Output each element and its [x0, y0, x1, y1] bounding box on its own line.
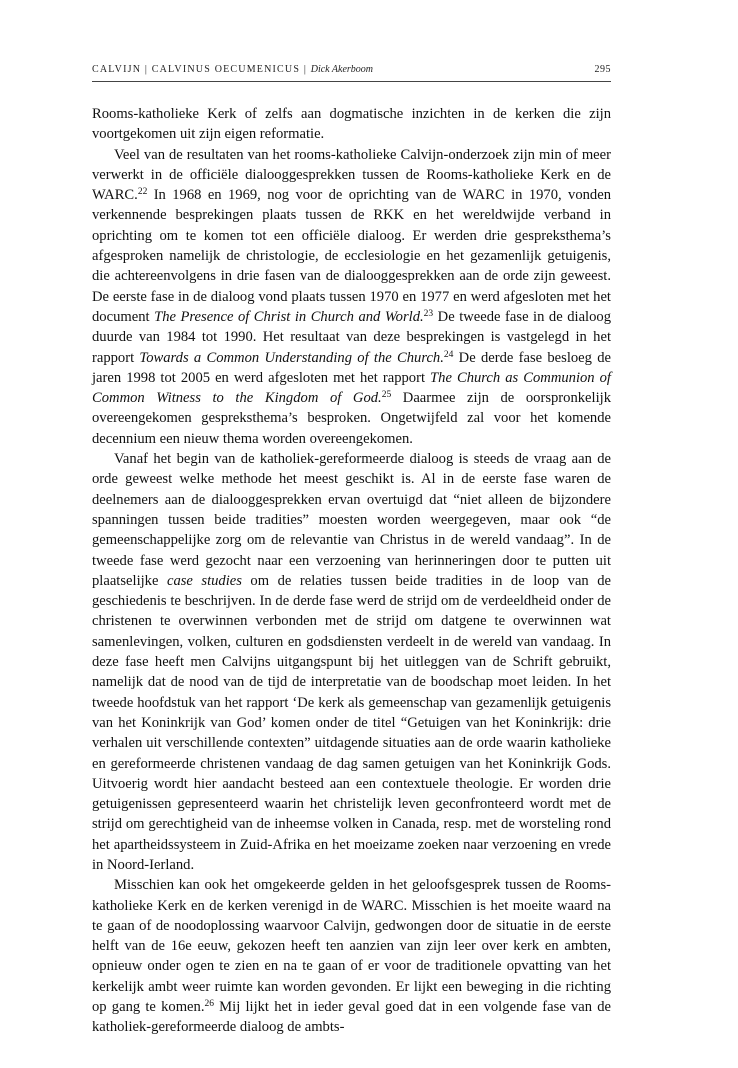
paragraph-text: Veel van de resultaten van het rooms-katholieke Calvijn-onderzoek zijn min of meer verwerkt in de officiële dialooggesprekken tussen de Rooms-katholieke Kerk en de WARC. [92, 146, 611, 204]
running-author: Dick Akerboom [310, 64, 374, 75]
italic-title: The Presence of Christ in Church and World. [154, 308, 424, 325]
paragraph [92, 449, 611, 875]
paragraph [92, 145, 611, 449]
footnote-ref: 24 [443, 349, 454, 360]
paragraph-text: Rooms-katholieke Kerk of zelfs aan dogmatische inzichten in de kerken die zijn voortgekomen uit zijn eigen reformatie. [92, 106, 611, 143]
running-title [92, 64, 373, 75]
page-number: 295 [594, 64, 611, 75]
running-header [92, 64, 611, 82]
paragraph-text: Mij lijkt het in ieder geval goed dat in een volgende fase van de katholiek-gereformeerde dialoog de ambts- [92, 999, 612, 1036]
paragraph [92, 104, 611, 145]
body-text [92, 104, 611, 1038]
footnote-ref: 25 [381, 390, 392, 401]
paragraph-text: om de relaties tussen beide tradities in de loop van de geschiedenis te beschrijven. In de derde fase werd de strijd om de verdeeldheid onder de christenen te overwinnen verbonden met de strijd om datgene te overwinnen wat samenlevingen, volken, culturen en godsdiensten verdeelt in de wereld van vandaag. In deze fase heeft men Calvijns uitgangspunt bij het uitleggen van de Schrift gebruikt, namelijk dat de nood van de tijd de interpretatie van de boodschap moet leiden. In het tweede hoofdstuk van het rapport ‘De kerk als gemeenschap van gezamenlijk getuigenis van het Koninkrijk van God’ komen onder de titel “Getuigen van het Koninkrijk: drie verhalen uit verschillende contexten” uitdagende situaties aan de orde waarin katholieke en gereformeerde christenen vandaag de dag samen getuigen van het Koninkrijk Gods. Uitvoerig wordt hier aandacht besteed aan een contextuele theologie. Er worden drie getuigenissen gepresenteerd waarin het christelijk leven geconfronteerd wordt met de strijd om gerechtigheid van de inheemse volken in Canada, resp. met de worsteling rond het apartheidssysteem in Zuid-Afrika en het moeizame zoeken naar verzoening en vrede in Noord-Ierland. [92, 572, 611, 873]
paragraph-text: De derde fase besloeg de jaren 1998 tot 2005 en werd afgesloten met het rapport [92, 349, 612, 386]
footnote-ref: 23 [423, 308, 434, 319]
italic-title: case studies [166, 572, 242, 589]
italic-title: Towards a Common Understanding of the Church. [139, 349, 444, 366]
paragraph-text: Daarmee zijn de oorspronkelijk overeengekomen gespreksthema’s besproken. Ongetwijfeld zal voor het komende decennium een nieuw thema worden overeengekomen. [92, 390, 611, 447]
italic-title: The Church as Communion of Common Witness to the Kingdom of God. [92, 369, 611, 407]
paragraph-text: In 1968 en 1969, nog voor de oprichting van de WARC in 1970, vonden verkennende besprekingen plaats tussen de RKK en het wereldwijde verband in oprichting om te komen tot een officiële dialoog. Er werden drie gespreksthema’s afgesproken namelijk de christologie, de ecclesiologie en het gezamenlijk getuigenis, die achtereenvolgens in drie fasen van de dialooggesprekken aan de orde zijn geweest. De eerste fase in de dialoog vond plaats tussen 1970 en 1977 en werd afgesloten met het document [92, 187, 611, 325]
footnote-ref: 22 [137, 187, 148, 198]
running-title-text: CALVIJN | CALVINUS OECUMENICUS | [92, 64, 308, 75]
paragraph-text: Vanaf het begin van de katholiek-gereformeerde dialoog is steeds de vraag aan de orde geweest welke methode het meest geschikt is. Al in de eerste fase waren de deelnemers aan de dialooggesprekken ervan overtuigd dat “niet alleen de bijzondere spanningen tussen beide tradities” moesten worden weergegeven, maar ook “de gemeenschappelijke zorg om de relevantie van Christus in de wereld vandaag”. In de tweede fase werd gezocht naar een verzoening van herinneringen door te putten uit plaatselijke [92, 451, 611, 589]
footnote-ref: 26 [204, 999, 214, 1010]
paragraph-text: Misschien kan ook het omgekeerde gelden in het geloofsgesprek tussen de Rooms-katholieke Kerk en de kerken verenigd in de WARC. Misschien is het moeite waard na te gaan of de noodoplossing waarvoor Calvijn, gedwongen door de situatie in de eerste helft van de 16e eeuw, gekozen heeft ten aanzien van zijn leer over kerk en ambten, opnieuw onder ogen te zien en na te gaan of er voor de traditionele opvatting van het kerkelijk ambt weer ruimte kan worden gevonden. Er lijkt een beweging in die richting op gang te komen. [92, 877, 611, 1016]
paragraph-text: De tweede fase in de dialoog duurde van 1984 tot 1990. Het resultaat van deze besprekingen is vastgelegd in het rapport [92, 308, 611, 366]
paragraph [92, 875, 611, 1037]
